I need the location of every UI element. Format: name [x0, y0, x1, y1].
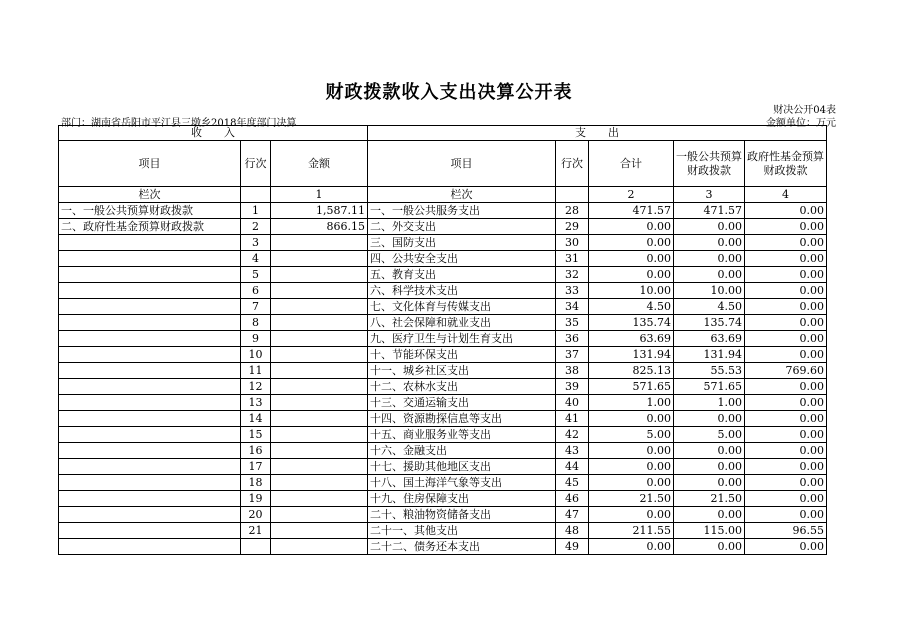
income-line-cell: 1	[241, 203, 271, 219]
income-section-header: 收 入	[59, 126, 368, 141]
expense-line-cell: 36	[556, 331, 589, 347]
gov-fund-cell: 0.00	[745, 203, 827, 219]
expense-line-cell: 43	[556, 443, 589, 459]
expense-line-cell: 33	[556, 283, 589, 299]
gov-fund-cell: 0.00	[745, 411, 827, 427]
expense-line-cell: 30	[556, 235, 589, 251]
income-item-cell	[59, 251, 241, 267]
table-row	[59, 219, 827, 235]
income-amount-cell	[271, 411, 368, 427]
total-cell: 63.69	[589, 331, 674, 347]
section-header-row	[59, 126, 827, 141]
income-line-cell: 10	[241, 347, 271, 363]
expense-line-cell: 31	[556, 251, 589, 267]
expense-line-cell: 46	[556, 491, 589, 507]
column-index-1: 1	[271, 187, 368, 203]
table-row	[59, 507, 827, 523]
table-row	[59, 235, 827, 251]
income-amount-cell	[271, 443, 368, 459]
general-budget-cell: 135.74	[674, 315, 745, 331]
table-row	[59, 299, 827, 315]
expense-item-cell: 五、教育支出	[368, 267, 556, 283]
income-line-cell: 16	[241, 443, 271, 459]
general-budget-header: 一般公共预算财政拨款	[674, 141, 745, 187]
total-cell: 0.00	[589, 475, 674, 491]
expense-line-cell: 29	[556, 219, 589, 235]
general-budget-cell: 0.00	[674, 475, 745, 491]
expense-item-cell: 十一、城乡社区支出	[368, 363, 556, 379]
income-item-cell	[59, 475, 241, 491]
general-budget-cell: 131.94	[674, 347, 745, 363]
table-row	[59, 443, 827, 459]
income-line-cell: 6	[241, 283, 271, 299]
expense-item-cell: 九、医疗卫生与计划生育支出	[368, 331, 556, 347]
income-line-cell: 12	[241, 379, 271, 395]
income-item-cell	[59, 427, 241, 443]
table-row	[59, 283, 827, 299]
general-budget-cell: 0.00	[674, 539, 745, 555]
income-amount-cell	[271, 539, 368, 555]
expense-item-cell: 三、国防支出	[368, 235, 556, 251]
expense-section-header: 支 出	[368, 126, 827, 141]
income-line-cell: 19	[241, 491, 271, 507]
expense-item-cell: 十三、交通运输支出	[368, 395, 556, 411]
general-budget-cell: 5.00	[674, 427, 745, 443]
page-title: 财政拨款收入支出决算公开表	[325, 82, 573, 103]
expense-item-cell: 十、节能环保支出	[368, 347, 556, 363]
expense-line-cell: 40	[556, 395, 589, 411]
general-budget-cell: 471.57	[674, 203, 745, 219]
gov-fund-cell: 0.00	[745, 379, 827, 395]
table-row	[59, 395, 827, 411]
expense-line-cell: 41	[556, 411, 589, 427]
income-amount-cell	[271, 395, 368, 411]
gov-fund-cell: 0.00	[745, 459, 827, 475]
expense-item-cell: 八、社会保障和就业支出	[368, 315, 556, 331]
income-line-cell: 21	[241, 523, 271, 539]
income-item-cell: 一、一般公共预算财政拨款	[59, 203, 241, 219]
table-row	[59, 267, 827, 283]
general-budget-cell: 63.69	[674, 331, 745, 347]
income-item-cell	[59, 299, 241, 315]
column-index-3: 3	[674, 187, 745, 203]
income-amount-cell	[271, 459, 368, 475]
total-cell: 0.00	[589, 411, 674, 427]
table-row	[59, 539, 827, 555]
table-row	[59, 523, 827, 539]
column-index-label-2: 栏次	[368, 187, 556, 203]
income-item-cell	[59, 443, 241, 459]
form-number: 财决公开04表	[773, 105, 836, 116]
expense-line-header: 行次	[556, 141, 589, 187]
total-cell: 471.57	[589, 203, 674, 219]
general-budget-cell: 115.00	[674, 523, 745, 539]
table-body	[59, 203, 827, 555]
income-line-cell: 11	[241, 363, 271, 379]
general-budget-cell: 0.00	[674, 507, 745, 523]
income-item-cell	[59, 411, 241, 427]
column-index-4: 4	[745, 187, 827, 203]
income-amount-cell	[271, 491, 368, 507]
total-cell: 0.00	[589, 251, 674, 267]
general-budget-cell: 571.65	[674, 379, 745, 395]
expense-line-cell: 49	[556, 539, 589, 555]
gov-fund-cell: 0.00	[745, 347, 827, 363]
total-cell: 10.00	[589, 283, 674, 299]
total-cell: 0.00	[589, 507, 674, 523]
expense-item-cell: 十八、国土海洋气象等支出	[368, 475, 556, 491]
total-cell: 4.50	[589, 299, 674, 315]
income-line-cell: 18	[241, 475, 271, 491]
expense-line-cell: 42	[556, 427, 589, 443]
total-cell: 21.50	[589, 491, 674, 507]
income-item-cell	[59, 267, 241, 283]
income-item-cell	[59, 363, 241, 379]
income-amount-cell	[271, 363, 368, 379]
general-budget-cell: 0.00	[674, 411, 745, 427]
income-line-cell: 15	[241, 427, 271, 443]
income-item-cell	[59, 283, 241, 299]
column-index-2: 2	[589, 187, 674, 203]
table-row	[59, 203, 827, 219]
expense-item-cell: 六、科学技术支出	[368, 283, 556, 299]
table-row	[59, 379, 827, 395]
income-line-cell: 7	[241, 299, 271, 315]
gov-fund-cell: 0.00	[745, 443, 827, 459]
total-cell: 131.94	[589, 347, 674, 363]
column-index-empty	[241, 187, 271, 203]
income-amount-cell	[271, 251, 368, 267]
expense-item-cell: 四、公共安全支出	[368, 251, 556, 267]
total-cell: 5.00	[589, 427, 674, 443]
column-header-row	[59, 141, 827, 187]
gov-fund-cell: 0.00	[745, 283, 827, 299]
gov-fund-cell: 769.60	[745, 363, 827, 379]
expense-item-cell: 七、文化体育与传媒支出	[368, 299, 556, 315]
income-line-cell: 20	[241, 507, 271, 523]
income-item-cell	[59, 331, 241, 347]
income-item-cell	[59, 459, 241, 475]
income-line-cell: 17	[241, 459, 271, 475]
income-line-cell: 9	[241, 331, 271, 347]
income-item-cell	[59, 491, 241, 507]
income-amount-cell: 866.15	[271, 219, 368, 235]
total-cell: 1.00	[589, 395, 674, 411]
gov-fund-cell: 0.00	[745, 475, 827, 491]
expense-line-cell: 37	[556, 347, 589, 363]
expense-item-cell: 十六、金融支出	[368, 443, 556, 459]
table-row	[59, 315, 827, 331]
expense-item-cell: 十七、援助其他地区支出	[368, 459, 556, 475]
general-budget-cell: 0.00	[674, 251, 745, 267]
gov-fund-cell: 0.00	[745, 315, 827, 331]
department-label: 部门：湖南省岳阳市平江县三墩乡2018年度部门决算	[61, 118, 297, 129]
table-row	[59, 251, 827, 267]
table-row	[59, 459, 827, 475]
gov-fund-cell: 0.00	[745, 331, 827, 347]
income-item-cell	[59, 523, 241, 539]
general-budget-cell: 10.00	[674, 283, 745, 299]
expense-item-cell: 二十二、债务还本支出	[368, 539, 556, 555]
expense-line-cell: 32	[556, 267, 589, 283]
income-item-cell	[59, 507, 241, 523]
income-amount-cell	[271, 523, 368, 539]
income-amount-cell	[271, 475, 368, 491]
income-item-cell: 二、政府性基金预算财政拨款	[59, 219, 241, 235]
total-header: 合计	[589, 141, 674, 187]
general-budget-cell: 4.50	[674, 299, 745, 315]
expense-line-cell: 45	[556, 475, 589, 491]
income-line-cell: 2	[241, 219, 271, 235]
expense-item-cell: 二、外交支出	[368, 219, 556, 235]
gov-fund-cell: 0.00	[745, 427, 827, 443]
income-amount-cell: 1,587.11	[271, 203, 368, 219]
gov-fund-cell: 0.00	[745, 267, 827, 283]
amount-unit-label: 金额单位：万元	[766, 118, 836, 129]
gov-fund-cell: 0.00	[745, 299, 827, 315]
general-budget-cell: 55.53	[674, 363, 745, 379]
general-budget-cell: 0.00	[674, 443, 745, 459]
expense-line-cell: 44	[556, 459, 589, 475]
expense-line-cell: 38	[556, 363, 589, 379]
income-line-header: 行次	[241, 141, 271, 187]
gov-fund-cell: 0.00	[745, 235, 827, 251]
income-item-cell	[59, 347, 241, 363]
expense-item-cell: 二十一、其他支出	[368, 523, 556, 539]
gov-fund-cell: 0.00	[745, 395, 827, 411]
income-amount-cell	[271, 379, 368, 395]
expense-item-cell: 十九、住房保障支出	[368, 491, 556, 507]
income-line-cell: 8	[241, 315, 271, 331]
gov-fund-header: 政府性基金预算财政拨款	[745, 141, 827, 187]
table-row	[59, 475, 827, 491]
expense-item-cell: 二十、粮油物资储备支出	[368, 507, 556, 523]
income-line-cell: 5	[241, 267, 271, 283]
gov-fund-cell: 0.00	[745, 251, 827, 267]
income-amount-cell	[271, 427, 368, 443]
income-amount-cell	[271, 235, 368, 251]
total-cell: 0.00	[589, 267, 674, 283]
expense-item-header: 项目	[368, 141, 556, 187]
table-row	[59, 363, 827, 379]
column-index-label: 栏次	[59, 187, 241, 203]
gov-fund-cell: 96.55	[745, 523, 827, 539]
income-item-cell	[59, 539, 241, 555]
expense-item-cell: 十四、资源勘探信息等支出	[368, 411, 556, 427]
income-item-header: 项目	[59, 141, 241, 187]
income-line-cell: 13	[241, 395, 271, 411]
income-line-cell	[241, 539, 271, 555]
total-cell: 135.74	[589, 315, 674, 331]
expense-item-cell: 一、一般公共服务支出	[368, 203, 556, 219]
gov-fund-cell: 0.00	[745, 219, 827, 235]
expense-item-cell: 十二、农林水支出	[368, 379, 556, 395]
gov-fund-cell: 0.00	[745, 491, 827, 507]
income-line-cell: 3	[241, 235, 271, 251]
income-amount-cell	[271, 267, 368, 283]
income-item-cell	[59, 315, 241, 331]
income-line-cell: 14	[241, 411, 271, 427]
column-index-row	[59, 187, 827, 203]
general-budget-cell: 0.00	[674, 219, 745, 235]
gov-fund-cell: 0.00	[745, 539, 827, 555]
general-budget-cell: 1.00	[674, 395, 745, 411]
income-item-cell	[59, 395, 241, 411]
income-amount-cell	[271, 299, 368, 315]
expense-line-cell: 35	[556, 315, 589, 331]
table-row	[59, 331, 827, 347]
total-cell: 0.00	[589, 459, 674, 475]
income-item-cell	[59, 379, 241, 395]
general-budget-cell: 0.00	[674, 267, 745, 283]
total-cell: 571.65	[589, 379, 674, 395]
total-cell: 825.13	[589, 363, 674, 379]
table-row	[59, 427, 827, 443]
income-line-cell: 4	[241, 251, 271, 267]
income-amount-cell	[271, 507, 368, 523]
income-amount-cell	[271, 283, 368, 299]
total-cell: 0.00	[589, 219, 674, 235]
expense-line-cell: 34	[556, 299, 589, 315]
income-item-cell	[59, 235, 241, 251]
expense-item-cell: 十五、商业服务业等支出	[368, 427, 556, 443]
table-row	[59, 411, 827, 427]
expense-line-cell: 47	[556, 507, 589, 523]
general-budget-cell: 0.00	[674, 459, 745, 475]
budget-table	[58, 125, 827, 555]
gov-fund-cell: 0.00	[745, 507, 827, 523]
income-amount-cell	[271, 315, 368, 331]
expense-line-cell: 48	[556, 523, 589, 539]
general-budget-cell: 0.00	[674, 235, 745, 251]
expense-line-cell: 39	[556, 379, 589, 395]
expense-line-cell: 28	[556, 203, 589, 219]
table-row	[59, 491, 827, 507]
total-cell: 0.00	[589, 539, 674, 555]
income-amount-cell	[271, 347, 368, 363]
income-amount-header: 金额	[271, 141, 368, 187]
general-budget-cell: 21.50	[674, 491, 745, 507]
total-cell: 211.55	[589, 523, 674, 539]
table-row	[59, 347, 827, 363]
column-index-empty-2	[556, 187, 589, 203]
income-amount-cell	[271, 331, 368, 347]
total-cell: 0.00	[589, 235, 674, 251]
total-cell: 0.00	[589, 443, 674, 459]
